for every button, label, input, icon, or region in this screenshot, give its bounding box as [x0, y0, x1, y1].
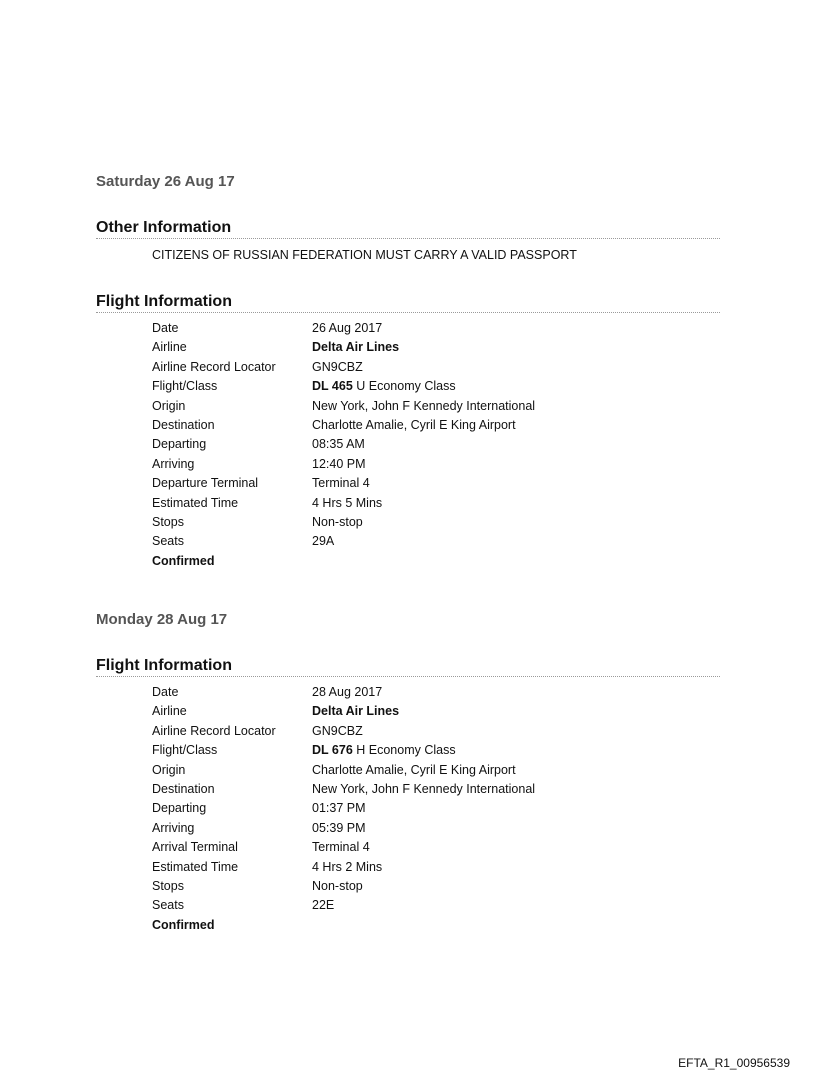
detail-value-terminal: Terminal 4	[312, 840, 370, 855]
detail-value-flight-class	[312, 377, 456, 396]
flight-details-1	[152, 319, 535, 571]
detail-label: Airline	[152, 704, 187, 719]
booking-status: Confirmed	[152, 917, 215, 932]
detail-value-airline: Delta Air Lines	[312, 340, 400, 355]
detail-row-stops	[152, 877, 535, 896]
day-heading-monday: Monday 28 Aug 17	[96, 611, 228, 628]
detail-row-flight-class	[152, 377, 535, 396]
detail-label: Flight/Class	[152, 743, 218, 758]
flight-information-title-2: Flight Information	[96, 657, 720, 677]
detail-row-destination	[152, 416, 535, 435]
flight-details-2	[152, 683, 535, 935]
detail-value-arriving: 05:39 PM	[312, 820, 366, 835]
detail-label: Origin	[152, 398, 186, 413]
day-heading-saturday: Saturday 26 Aug 17	[96, 173, 235, 190]
detail-value-estimated-time: 4 Hrs 2 Mins	[312, 859, 383, 874]
detail-row-flight-class	[152, 741, 535, 760]
detail-label: Flight/Class	[152, 379, 218, 394]
detail-label: Departing	[152, 801, 207, 816]
detail-value-stops: Non-stop	[312, 514, 363, 529]
detail-label: Arriving	[152, 820, 195, 835]
detail-row-arriving	[152, 819, 535, 838]
detail-label: Departing	[152, 437, 207, 452]
detail-label: Airline	[152, 340, 187, 355]
flight-number: DL 676	[312, 743, 353, 758]
detail-value-date: 26 Aug 2017	[312, 321, 383, 335]
detail-label: Destination	[152, 781, 215, 796]
detail-value-destination: New York, John F Kennedy International	[312, 781, 536, 796]
detail-row-estimated-time	[152, 858, 535, 877]
detail-value-arriving: 12:40 PM	[312, 456, 366, 471]
detail-row-departing	[152, 799, 535, 818]
detail-value-departing: 08:35 AM	[312, 437, 365, 452]
detail-row-locator	[152, 358, 535, 377]
detail-label: Stops	[152, 514, 184, 529]
detail-value-airline: Delta Air Lines	[312, 704, 400, 719]
detail-label: Seats	[152, 898, 184, 913]
detail-label: Stops	[152, 878, 184, 893]
detail-row-origin	[152, 397, 535, 416]
detail-value-estimated-time: 4 Hrs 5 Mins	[312, 495, 383, 510]
detail-label: Arriving	[152, 456, 195, 471]
detail-row-estimated-time	[152, 494, 535, 513]
detail-row-date	[152, 319, 535, 338]
detail-value-stops: Non-stop	[312, 878, 363, 893]
detail-row-airline	[152, 702, 535, 721]
detail-label: Estimated Time	[152, 495, 239, 510]
detail-row-arriving	[152, 455, 535, 474]
detail-value-departing: 01:37 PM	[312, 801, 366, 816]
detail-row-departing	[152, 435, 535, 454]
detail-label: Origin	[152, 762, 186, 777]
detail-row-seats	[152, 532, 535, 551]
detail-value-origin: New York, John F Kennedy International	[312, 398, 536, 413]
document-id: EFTA_R1_00956539	[678, 1056, 790, 1070]
detail-label: Airline Record Locator	[152, 723, 276, 738]
detail-value-date: 28 Aug 2017	[312, 685, 383, 699]
detail-row-origin	[152, 761, 535, 780]
detail-value-destination: Charlotte Amalie, Cyril E King Airport	[312, 417, 516, 432]
detail-row-seats	[152, 896, 535, 915]
detail-value-locator: GN9CBZ	[312, 723, 363, 738]
detail-row-destination	[152, 780, 535, 799]
detail-row-terminal	[152, 838, 535, 857]
flight-class: H Economy Class	[356, 743, 456, 758]
booking-status: Confirmed	[152, 553, 215, 568]
detail-label: Airline Record Locator	[152, 359, 276, 374]
detail-row-stops	[152, 513, 535, 532]
detail-label: Date	[152, 685, 179, 699]
detail-value-seats: 29A	[312, 534, 335, 549]
other-information-title: Other Information	[96, 219, 720, 239]
passport-note: CITIZENS OF RUSSIAN FEDERATION MUST CARRY A VALID PASSPORT	[152, 248, 577, 262]
detail-label: Estimated Time	[152, 859, 239, 874]
detail-row-locator	[152, 722, 535, 741]
detail-value-terminal: Terminal 4	[312, 476, 370, 491]
detail-value-seats: 22E	[312, 898, 335, 913]
flight-class: U Economy Class	[356, 379, 456, 394]
detail-value-origin: Charlotte Amalie, Cyril E King Airport	[312, 762, 516, 777]
detail-label: Seats	[152, 534, 184, 549]
detail-label: Date	[152, 321, 179, 335]
detail-label: Arrival Terminal	[152, 840, 238, 855]
detail-row-airline	[152, 338, 535, 357]
detail-label: Departure Terminal	[152, 476, 259, 491]
detail-value-flight-class	[312, 741, 456, 760]
flight-number: DL 465	[312, 379, 353, 394]
detail-row-terminal	[152, 474, 535, 493]
flight-information-title-1: Flight Information	[96, 293, 720, 313]
detail-label: Destination	[152, 417, 215, 432]
detail-value-locator: GN9CBZ	[312, 359, 363, 374]
detail-row-date	[152, 683, 535, 702]
